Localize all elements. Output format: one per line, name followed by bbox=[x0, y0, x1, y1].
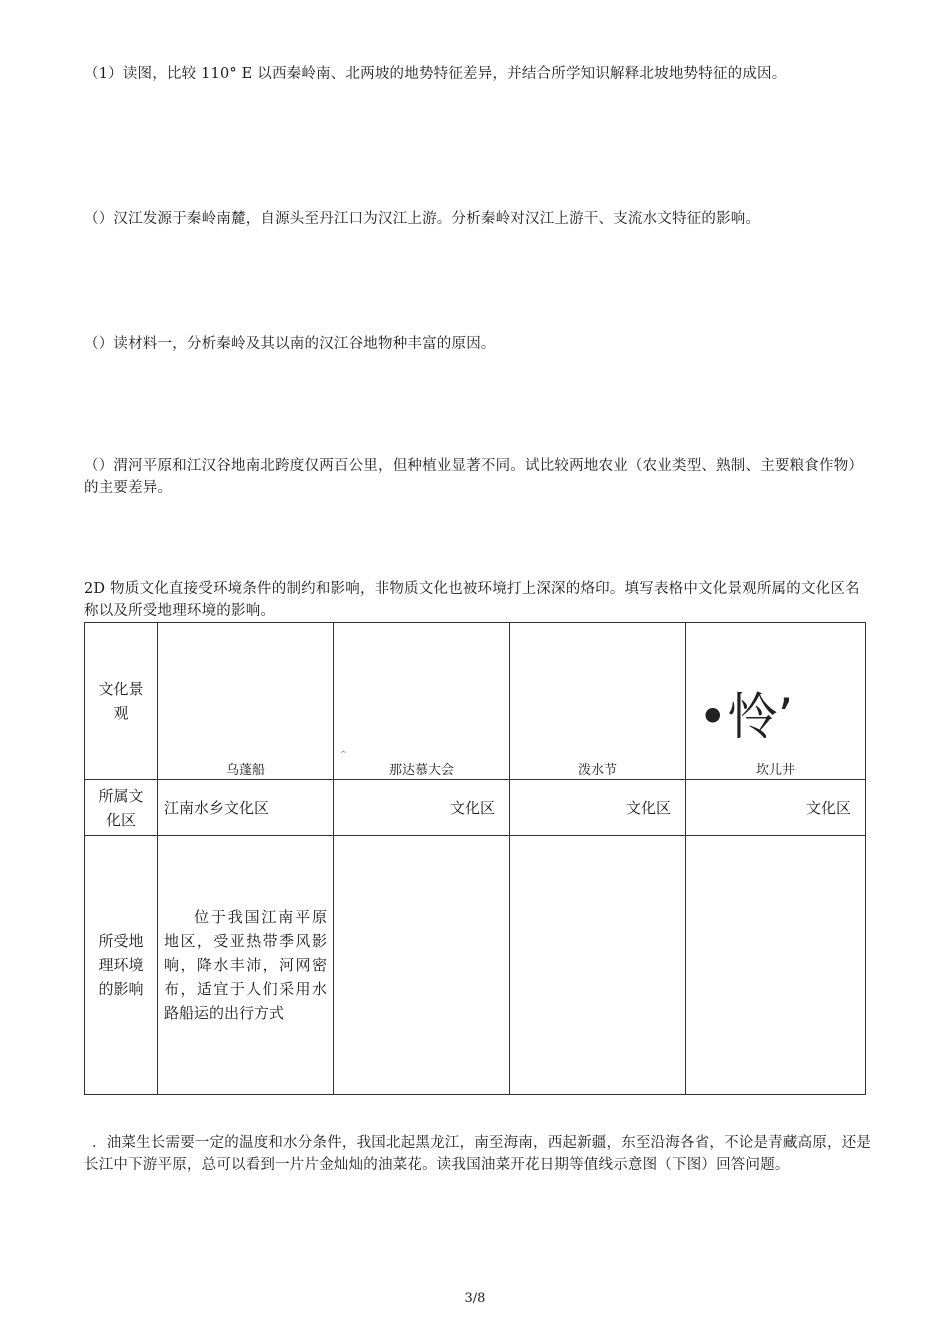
region-row-header bbox=[85, 780, 158, 836]
influence-cell-blank-3 bbox=[510, 836, 686, 1095]
region-value-1: 江南水乡文化区 bbox=[164, 798, 270, 817]
question-3: （）读材料一，分析秦岭及其以南的汉江谷地物种丰富的原因。 bbox=[84, 336, 496, 352]
region-value-2: 文化区 bbox=[449, 798, 495, 817]
influence-header-label: 所受地理环境的影响 bbox=[98, 932, 144, 998]
influence-row-header bbox=[85, 836, 158, 1095]
landscape-caption-karez: 坎儿井 bbox=[755, 763, 795, 778]
landscape-caption-boat: 乌蓬船 bbox=[225, 763, 265, 778]
influence-cell-blank-2 bbox=[334, 836, 510, 1095]
question-4: （）渭河平原和江汉谷地南北跨度仅两百公里，但种植业显著不同。试比较两地农业（农业类型、熟制、主要粮食作物）的主要差异。 bbox=[84, 458, 864, 496]
region-header-label: 所属文化区 bbox=[98, 786, 144, 829]
culture-question-intro: 2D 物质文化直接受环境条件的制约和影响，非物质文化也被环境打上深深的烙印。填写表格中文化景观所属的文化区名称以及所受地理环境的影响。 bbox=[84, 581, 860, 619]
landscape-cell-naadam bbox=[334, 623, 510, 780]
region-cell-jiangnan bbox=[158, 780, 334, 836]
influence-text-1: 位于我国江南平原地区，受亚热带季风影响，降水丰沛，河网密布，适宜于人们采用水路船运的出行方式 bbox=[164, 908, 327, 1022]
region-cell-blank-2 bbox=[334, 780, 510, 836]
landscape-cell-karez bbox=[686, 623, 866, 780]
influence-row bbox=[85, 836, 866, 1095]
question-1: （1）读图，比较 110° E 以西秦岭南、北两坡的地势特征差异，并结合所学知识解释北坡地势特征的成因。 bbox=[84, 66, 787, 82]
landscape-header-label: 文化景观 bbox=[98, 680, 144, 722]
landscape-caption-naadam: 那达慕大会 bbox=[388, 763, 454, 778]
landscape-caption-water-festival: 泼水节 bbox=[577, 763, 617, 778]
landscape-row-header bbox=[85, 623, 158, 780]
region-cell-blank-4 bbox=[686, 780, 866, 836]
landscape-cell-boat bbox=[158, 623, 334, 780]
region-value-4: 文化区 bbox=[805, 798, 851, 817]
karez-glyph-artifact: •怜’ bbox=[698, 688, 794, 746]
culture-landscape-table bbox=[84, 622, 866, 1095]
influence-cell-blank-4 bbox=[686, 836, 866, 1095]
region-cell-blank-3 bbox=[510, 780, 686, 836]
region-row bbox=[85, 780, 866, 836]
landscape-cell-water-festival bbox=[510, 623, 686, 780]
page-number bbox=[0, 1289, 950, 1309]
region-value-3: 文化区 bbox=[625, 798, 671, 817]
rapeseed-question: ．油菜生长需要一定的温度和水分条件，我国北起黑龙江，南至海南，西起新疆，东至沿海各省，不论是青藏高原，还是长江中下游平原，总可以看到一片片金灿灿的油菜花。读我国油菜开花日期等值线示意图（下图）回答问题。 bbox=[84, 1135, 872, 1173]
question-2: （）汉江发源于秦岭南麓，自源头至丹江口为汉江上游。分析秦岭对汉江上游干、支流水文特征的影响。 bbox=[84, 211, 761, 227]
influence-cell-jiangnan bbox=[158, 836, 334, 1095]
page-number-text: 3/8 bbox=[464, 1291, 486, 1306]
caret-mark: ^ bbox=[340, 750, 347, 759]
landscape-row bbox=[85, 623, 866, 780]
